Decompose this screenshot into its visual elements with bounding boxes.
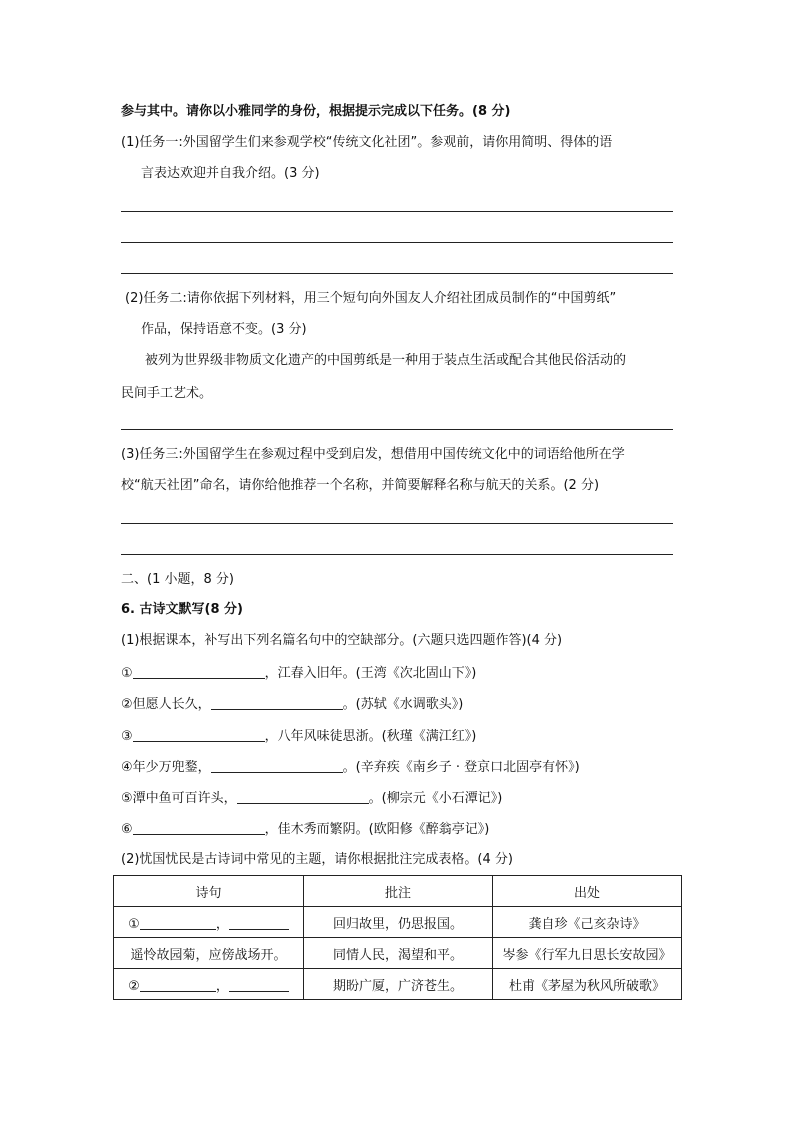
answer-line-3[interactable]	[121, 273, 673, 274]
fill-blank[interactable]	[211, 695, 343, 710]
fill-item-prefix: ④年少万兜鍪，	[121, 760, 211, 775]
task3-line1: (3)任务三:外国留学生在参观过程中受到启发，想借用中国传统文化中的词语给他所在学	[121, 447, 625, 462]
question-6-sub2: (2)忧国忧民是古诗词中常见的主题，请你根据批注完成表格。(4 分)	[121, 852, 513, 867]
answer-line-5[interactable]	[121, 523, 673, 524]
fill-item-prefix: ②但愿人长久，	[121, 697, 211, 712]
question-6-title: 6. 古诗文默写(8 分)	[121, 602, 243, 617]
poem-separator: ，	[215, 978, 229, 994]
intro-text: 参与其中。请你以小雅同学的身份，根据提示完成以下任务。(8 分)	[121, 104, 511, 119]
task2-line2: 作品，保持语意不变。(3 分)	[141, 322, 307, 337]
table-header-source: 出处	[493, 876, 682, 907]
task1-line2: 言表达欢迎并自我介绍。(3 分)	[141, 166, 320, 181]
fill-item-prefix: ③	[121, 729, 133, 744]
table-header-note: 批注	[304, 876, 493, 907]
fill-blank[interactable]	[133, 727, 265, 742]
poem-prefix: ②	[128, 978, 140, 994]
fill-item-1	[121, 664, 476, 683]
table-row	[114, 938, 682, 969]
task3-line2: 校“航天社团”命名，请你给他推荐一个名称，并简要解释名称与航天的关系。(2 分)	[121, 478, 600, 493]
fill-item-3	[121, 727, 476, 746]
table-cell-poem	[114, 907, 304, 938]
answer-line-4[interactable]	[121, 429, 673, 430]
fill-item-2	[121, 695, 463, 714]
task2-material-line2: 民间手工艺术。	[121, 386, 213, 401]
task2-material-line1: 被列为世界级非物质文化遗产的中国剪纸是一种用于装点生活或配合其他民俗活动的	[145, 353, 627, 368]
fill-item-suffix: ，八年风味徒思浙。(秋瑾《满江红》)	[264, 729, 477, 744]
answer-line-2[interactable]	[121, 242, 673, 243]
fill-item-suffix: 。(柳宗元《小石潭记》)	[368, 791, 503, 806]
fill-item-prefix: ⑥	[121, 822, 133, 837]
table-header-poem: 诗句	[114, 876, 304, 907]
table-header-row	[114, 876, 682, 907]
fill-blank[interactable]	[237, 789, 369, 804]
fill-item-prefix: ⑤潭中鱼可百许头，	[121, 791, 237, 806]
table-cell-source: 龚自珍《己亥杂诗》	[493, 907, 682, 938]
table-cell-source: 岑参《行军九日思长安故园》	[493, 938, 682, 969]
table-cell-note: 期盼广厦，广济苍生。	[304, 969, 493, 1000]
table-blank[interactable]	[229, 915, 289, 930]
table-blank[interactable]	[140, 915, 216, 930]
task1-line1: (1)任务一:外国留学生们来参观学校“传统文化社团”。参观前，请你用简明、得体的语	[121, 135, 613, 150]
answer-line-6[interactable]	[121, 554, 673, 555]
fill-item-suffix: 。(苏轼《水调歌头》)	[342, 697, 464, 712]
fill-blank[interactable]	[133, 820, 265, 835]
table-cell-note: 回归故里，仍思报国。	[304, 907, 493, 938]
fill-item-4	[121, 758, 580, 777]
table-cell-note: 同情人民，渴望和平。	[304, 938, 493, 969]
table-row	[114, 969, 682, 1000]
fill-item-prefix: ①	[121, 666, 133, 681]
poetry-table	[113, 875, 682, 1000]
section-two-heading: 二、(1 小题，8 分)	[121, 572, 234, 587]
question-6-sub1: (1)根据课本，补写出下列名篇名句中的空缺部分。(六题只选四题作答)(4 分)	[121, 633, 563, 648]
fill-item-6	[121, 820, 489, 839]
answer-line-1[interactable]	[121, 211, 673, 212]
task2-line1: (2)任务二:请你依据下列材料，用三个短句向外国友人介绍社团成员制作的“中国剪纸”	[125, 291, 617, 306]
fill-item-5	[121, 789, 502, 808]
table-blank[interactable]	[140, 977, 216, 992]
table-cell-poem	[114, 969, 304, 1000]
poem-separator: ，	[215, 916, 229, 932]
fill-blank[interactable]	[133, 664, 265, 679]
fill-item-suffix: ，江春入旧年。(王湾《次北固山下》)	[264, 666, 477, 681]
table-blank[interactable]	[229, 977, 289, 992]
table-cell-source: 杜甫《茅屋为秋风所破歌》	[493, 969, 682, 1000]
fill-item-suffix: 。(辛弃疾《南乡子 · 登京口北固亭有怀》)	[342, 760, 580, 775]
table-cell-poem: 遥怜故园菊，应傍战场开。	[114, 938, 304, 969]
fill-blank[interactable]	[211, 758, 343, 773]
table-row	[114, 907, 682, 938]
fill-item-suffix: ，佳木秀而繁阴。(欧阳修《醉翁亭记》)	[264, 822, 490, 837]
poem-prefix: ①	[128, 916, 140, 932]
